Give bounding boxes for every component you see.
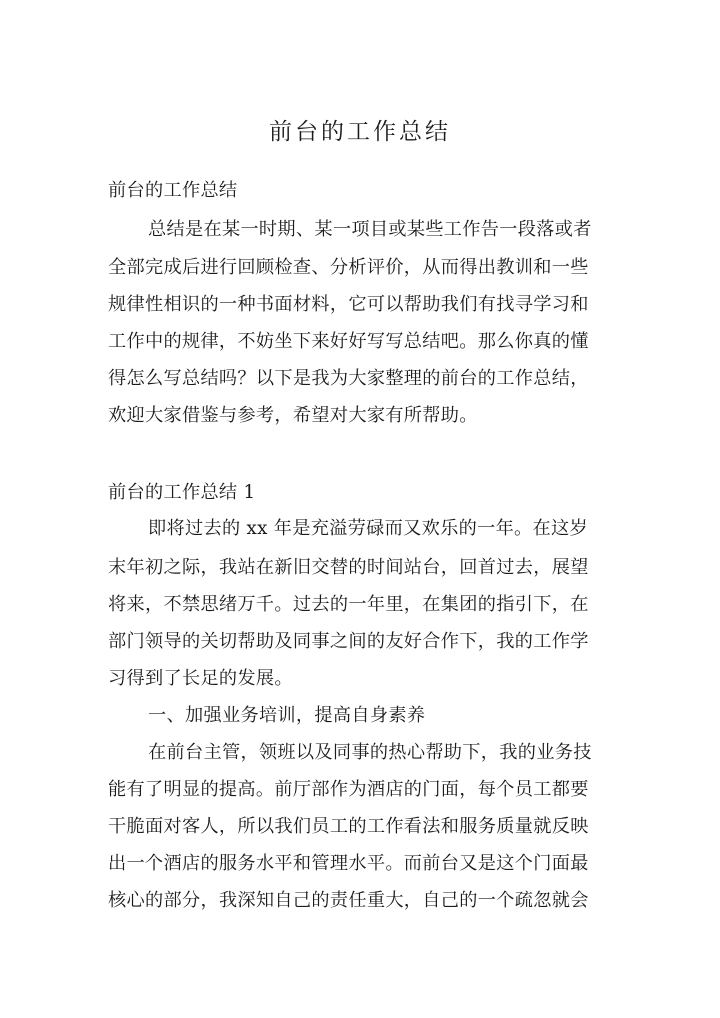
paragraph-line: 出一个酒店的服务水平和管理水平。而前台又是这个门面最 [108,853,589,874]
paragraph-line: 将来，不禁思绪万千。过去的一年里，在集团的指引下，在 [108,594,589,615]
subsection-heading: 一、加强业务培训，提高自身素养 [148,705,426,726]
paragraph-line: 规律性相识的一种书面材料，它可以帮助我们有找寻学习和 [108,294,589,315]
paragraph-line: 得怎么写总结吗？以下是我为大家整理的前台的工作总结， [108,368,589,389]
section-heading: 前台的工作总结 1 [108,482,256,503]
paragraph-line: 干脆面对客人，所以我们员工的工作看法和服务质量就反映 [108,816,589,837]
section-heading: 前台的工作总结 [108,180,238,201]
paragraph-line: 核心的部分，我深知自己的责任重大，自己的一个疏忽就会 [108,890,589,911]
paragraph-line: 在前台主管，领班以及同事的热心帮助下，我的业务技 [148,742,592,763]
paragraph-line: 部门领导的关切帮助及同事之间的友好合作下，我的工作学 [108,631,589,652]
paragraph-line: 工作中的规律，不妨坐下来好好写写总结吧。那么你真的懂 [108,331,589,352]
paragraph-line: 能有了明显的提高。前厅部作为酒店的门面，每个员工都要 [108,779,589,800]
paragraph-line: 末年初之际，我站在新旧交替的时间站台，回首过去，展望 [108,557,589,578]
document-title: 前台的工作总结 [269,119,451,145]
paragraph-line: 习得到了长足的发展。 [108,668,293,689]
paragraph-line: 总结是在某一时期、某一项目或某些工作告一段落或者 [148,219,592,240]
paragraph-line: 全部完成后进行回顾检查、分析评价，从而得出教训和一些 [108,257,589,278]
paragraph-line: 即将过去的 xx 年是充溢劳碌而又欢乐的一年。在这岁 [148,518,589,539]
paragraph-line: 欢迎大家借鉴与参考，希望对大家有所帮助。 [108,405,478,426]
